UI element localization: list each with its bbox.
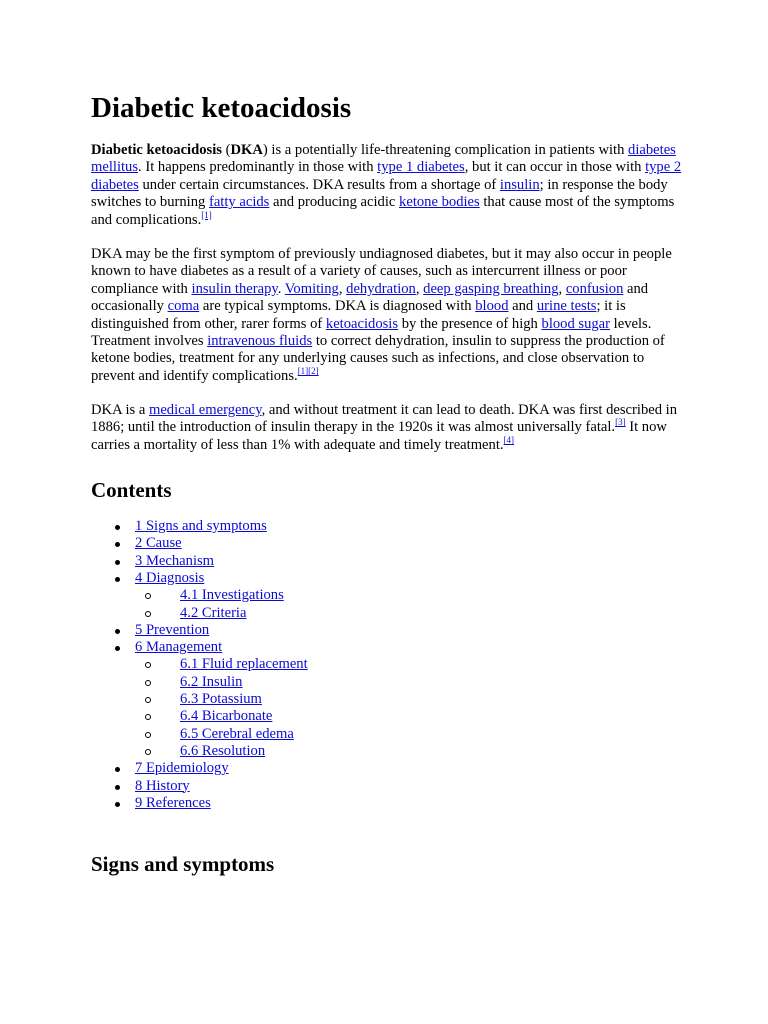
- bold-term: DKA: [230, 142, 263, 158]
- toc-item: [135, 795, 211, 812]
- inline-link[interactable]: Vomiting: [284, 280, 339, 297]
- toc-link[interactable]: 6 Management: [135, 639, 223, 656]
- toc-link[interactable]: 4.1 Investigations: [180, 587, 284, 604]
- inline-link[interactable]: fatty acids: [208, 194, 270, 211]
- bullet-icon: [115, 542, 120, 547]
- toc-link[interactable]: 6.3 Potassium: [180, 691, 262, 707]
- inline-link[interactable]: type 1 diabetes: [377, 159, 465, 176]
- toc-link[interactable]: 7 Epidemiology: [135, 760, 229, 777]
- toc-item: [180, 656, 308, 673]
- circle-bullet-icon: [145, 680, 151, 686]
- paragraph-text: and: [508, 298, 537, 315]
- toc-item: [135, 639, 222, 656]
- bullet-icon: [115, 525, 120, 530]
- inline-link[interactable]: blood sugar: [541, 315, 611, 332]
- inline-link[interactable]: dehydration: [346, 280, 416, 297]
- inline-link[interactable]: ketone bodies: [399, 194, 480, 211]
- toc-item: [135, 570, 204, 587]
- toc-link[interactable]: 2 Cause: [135, 535, 182, 552]
- citation-link[interactable]: [1][2]: [297, 365, 319, 376]
- circle-bullet-icon: [145, 662, 151, 668]
- paragraph-text: DKA may be the first symptom of previously undiagnosed diabetes, but it may also occur in people known to have diabetes as a result of a variety of causes, such as intercurrent illness or poor compliance with: [91, 246, 672, 297]
- paragraph-text: . It happens predominantly in those with: [138, 159, 378, 176]
- inline-link[interactable]: insulin: [499, 176, 540, 193]
- paragraph-text: ) is a potentially life-threatening complication in patients with: [262, 142, 629, 158]
- inline-link[interactable]: diabetes mellitus: [91, 142, 676, 176]
- bullet-icon: [115, 629, 120, 634]
- paragraph-text: ,: [558, 280, 566, 297]
- paragraph-text: to correct dehydration, insulin to suppress the production of ketone bodies, treatment for any underlying causes such as infections, and close observation to prevent and identify complications.: [91, 333, 665, 384]
- toc-link[interactable]: 9 References: [135, 794, 211, 811]
- paragraph-text: are typical symptoms. DKA is diagnosed with: [199, 298, 476, 315]
- toc-link[interactable]: 6.2 Insulin: [180, 673, 243, 690]
- citation-superscript: [504, 435, 515, 445]
- toc-item: [135, 778, 190, 795]
- article-title: Diabetic ketoacidosis: [91, 92, 352, 124]
- inline-link[interactable]: medical emergency: [148, 402, 262, 418]
- bullet-icon: [115, 767, 120, 772]
- paragraph-text: ; in response the body switches to burning: [91, 176, 668, 211]
- paragraph-text: ; it is distinguished from other, rarer forms of: [91, 298, 626, 332]
- intro-paragraph-2: [91, 246, 691, 385]
- circle-bullet-icon: [145, 749, 151, 755]
- paragraph-text: (: [221, 142, 231, 158]
- paragraph-text: .: [277, 280, 285, 297]
- paragraph-text: It now carries a mortality of less than 1% with adequate and timely treatment.: [91, 419, 667, 453]
- paragraph-text: ,: [338, 280, 347, 297]
- citation-link[interactable]: [1]: [201, 209, 212, 220]
- toc-item: [180, 605, 246, 622]
- paragraph-text: and producing acidic: [269, 194, 400, 211]
- bullet-icon: [115, 560, 120, 565]
- bold-term: Diabetic ketoacidosis: [91, 142, 222, 158]
- bullet-icon: [115, 785, 120, 790]
- paragraph-text: DKA is a: [91, 402, 149, 418]
- bullet-icon: [115, 577, 120, 582]
- paragraph-text: under certain circumstances. DKA results from a shortage of: [138, 176, 500, 193]
- intro-paragraph-3: [91, 402, 691, 454]
- inline-link[interactable]: intravenous fluids: [207, 333, 313, 350]
- toc-link[interactable]: 1 Signs and symptoms: [135, 518, 267, 534]
- toc-link[interactable]: 3 Mechanism: [135, 552, 215, 569]
- bullet-icon: [115, 802, 120, 807]
- toc-item: [180, 743, 265, 760]
- inline-link[interactable]: urine tests: [536, 298, 597, 315]
- citation-superscript: [201, 210, 212, 220]
- toc-link[interactable]: 4.2 Criteria: [180, 604, 247, 621]
- circle-bullet-icon: [145, 732, 151, 738]
- inline-link[interactable]: ketoacidosis: [325, 315, 399, 332]
- citation-superscript: [615, 417, 626, 427]
- toc-item: [135, 535, 182, 552]
- inline-link[interactable]: confusion: [565, 280, 624, 297]
- section-heading-signs-and-symptoms: Signs and symptoms: [91, 852, 275, 876]
- citation-superscript: [298, 366, 319, 376]
- contents-heading: Contents: [91, 478, 172, 502]
- toc-item: [180, 587, 284, 604]
- circle-bullet-icon: [145, 611, 151, 617]
- inline-link[interactable]: insulin therapy: [191, 280, 278, 297]
- toc-item: [135, 518, 267, 535]
- toc-link[interactable]: 8 History: [135, 777, 190, 794]
- circle-bullet-icon: [145, 714, 151, 720]
- toc-link[interactable]: 6.5 Cerebral edema: [180, 725, 294, 742]
- toc-link[interactable]: 5 Prevention: [135, 621, 210, 638]
- circle-bullet-icon: [145, 593, 151, 599]
- bullet-icon: [115, 646, 120, 651]
- toc-item: [180, 674, 242, 691]
- paragraph-text: that cause most of the symptoms and complications.: [91, 194, 675, 228]
- citation-link[interactable]: [3]: [615, 417, 626, 428]
- toc-item: [135, 553, 214, 570]
- toc-item: [180, 726, 294, 743]
- inline-link[interactable]: coma: [167, 298, 200, 315]
- intro-paragraph-1: [91, 142, 691, 229]
- toc-item: [180, 708, 272, 725]
- toc-link[interactable]: 6.4 Bicarbonate: [180, 708, 273, 725]
- inline-link[interactable]: deep gasping breathing: [423, 280, 559, 297]
- paragraph-text: ,: [415, 280, 424, 297]
- toc-item: [135, 760, 229, 777]
- paragraph-text: by the presence of high: [398, 315, 542, 332]
- toc-link[interactable]: 6.1 Fluid replacement: [180, 656, 308, 673]
- circle-bullet-icon: [145, 697, 151, 703]
- inline-link[interactable]: blood: [475, 298, 509, 315]
- toc-item: [180, 691, 262, 708]
- paragraph-text: and occasionally: [91, 280, 649, 315]
- inline-link[interactable]: type 2 diabetes: [91, 159, 682, 193]
- paragraph-text: , and without treatment it can lead to death. DKA was first described in 1886; until the introduction of insulin therapy in the 1920s it was almost universally fatal.: [91, 402, 678, 436]
- toc-link[interactable]: 4 Diagnosis: [135, 569, 205, 586]
- citation-link[interactable]: [4]: [503, 434, 515, 445]
- paragraph-text: levels. Treatment involves: [91, 315, 652, 350]
- paragraph-text: , but it can occur in those with: [464, 159, 646, 176]
- toc-link[interactable]: 6.6 Resolution: [180, 742, 266, 759]
- toc-item: [135, 622, 209, 639]
